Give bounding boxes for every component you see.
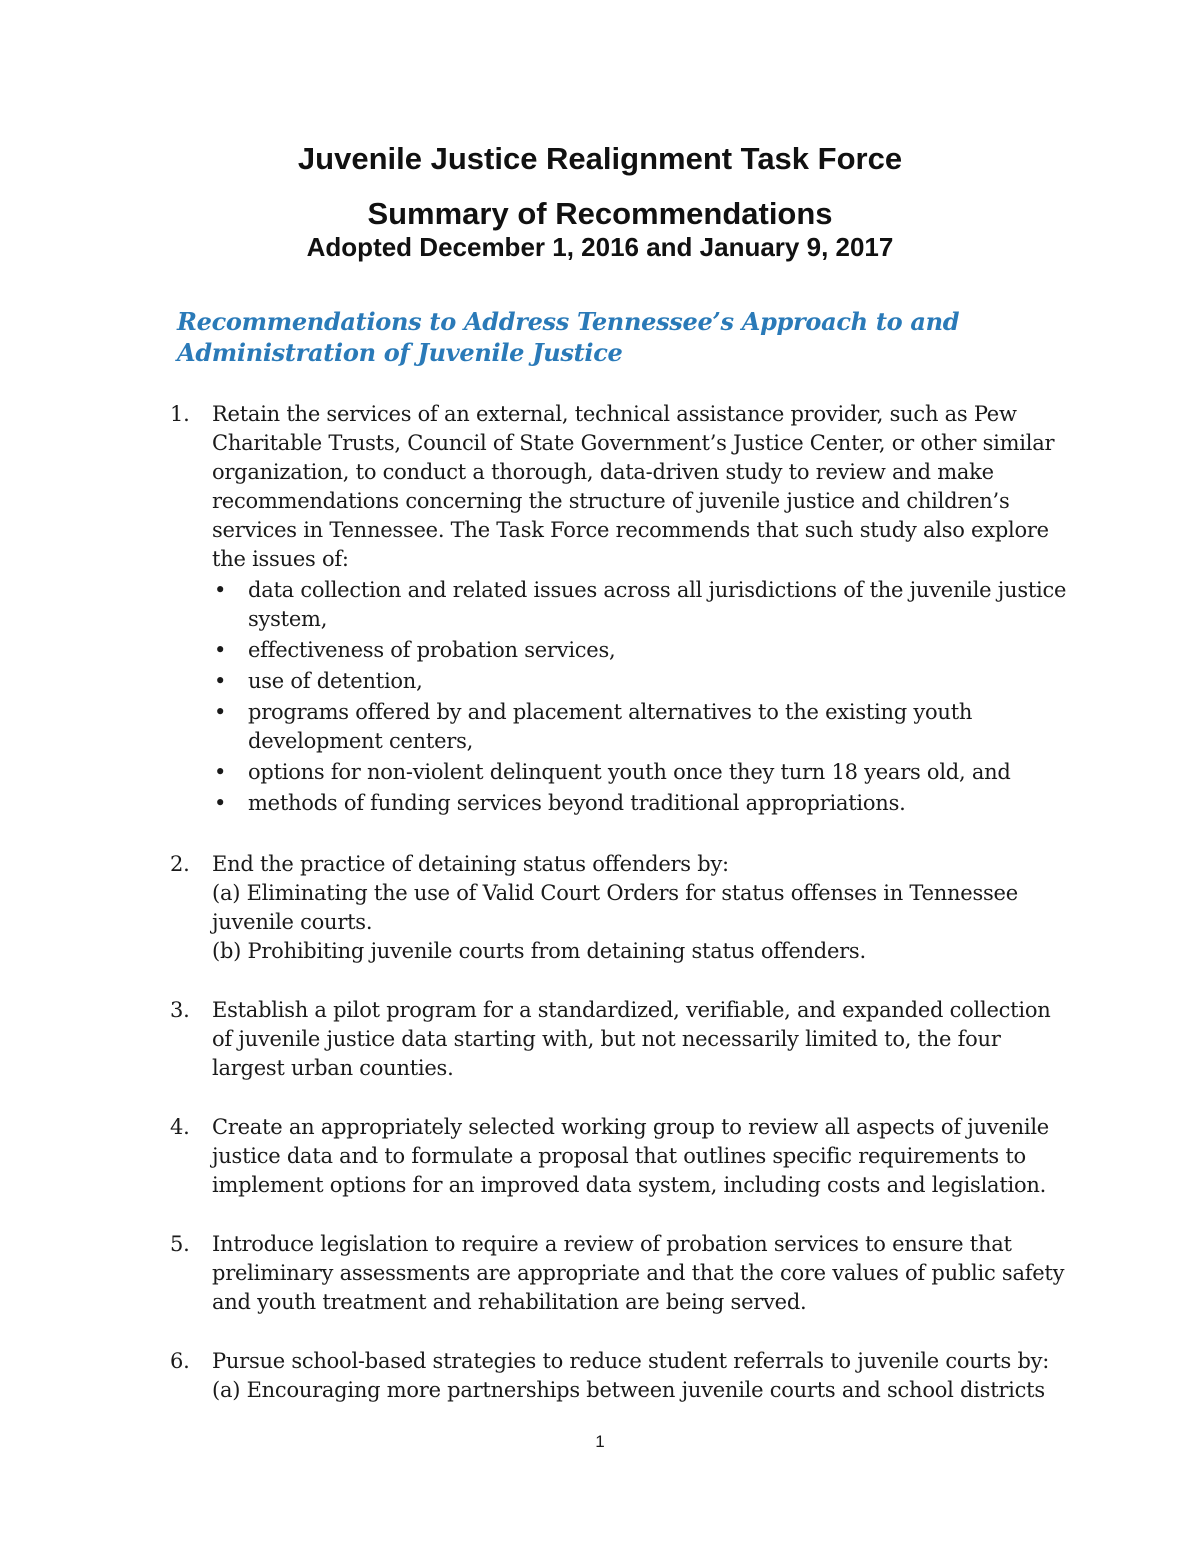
recommendation-number: 2.: [170, 852, 190, 876]
bullet-text: programs offered by and placement alternatives to the existing youth development centers,: [248, 700, 973, 753]
recommendation-text: Create an appropriately selected working group to review all aspects of juvenile justice data and to formulate a proposal that outlines specific requirements to implement options for an improved data system, including costs and legislation.: [212, 1115, 1049, 1197]
recommendation-number: 3.: [170, 998, 190, 1022]
list-item: [212, 758, 1070, 787]
list-item: [212, 576, 1070, 634]
recommendation-text: Retain the services of an external, technical assistance provider, such as Pew Charitable Trusts, Council of State Government’s Justice Center, or other similar organization, to conduct a thorough, data-driven study to review and make recommendations concerning the structure of juvenile justice and children’s services in Tennessee. The Task Force recommends that such study also explore the issues of:: [212, 402, 1055, 571]
recommendation-3: [170, 996, 1070, 1083]
spacer: [170, 1317, 1070, 1347]
recommendation-number: 5.: [170, 1232, 190, 1256]
bullet-text: options for non-violent delinquent youth once they turn 18 years old, and: [248, 760, 1011, 784]
recommendation-5: [170, 1230, 1070, 1317]
recommendation-number: 4.: [170, 1115, 190, 1139]
bullet-text: use of detention,: [248, 669, 423, 693]
recommendation-text: Establish a pilot program for a standardized, verifiable, and expanded collection of juvenile justice data starting with, but not necessarily limited to, the four largest urban counties.: [212, 998, 1051, 1080]
recommendation-subitem-b: (b) Prohibiting juvenile courts from detaining status offenders.: [212, 939, 866, 963]
recommendation-subitem-a: (a) Eliminating the use of Valid Court Orders for status offenses in Tennessee juvenile courts.: [212, 881, 1018, 934]
document-title: Juvenile Justice Realignment Task Force: [297, 141, 903, 176]
adoption-dates: Adopted December 1, 2016 and January 9, 2017: [306, 232, 894, 262]
spacer: [170, 966, 1070, 996]
recommendation-4: [170, 1113, 1070, 1200]
list-item: [212, 698, 1070, 756]
spacer: [170, 1083, 1070, 1113]
bullet-icon: •: [214, 700, 227, 724]
recommendation-text: Pursue school-based strategies to reduce student referrals to juvenile courts by:: [212, 1349, 1050, 1373]
bullet-icon: •: [214, 669, 227, 693]
list-item: [212, 667, 1070, 696]
section-heading: Recommendations to Address Tennessee’s Approach to and Administration of Juvenile Justice: [177, 307, 960, 367]
recommendation-2: [170, 850, 1070, 966]
bullet-text: methods of funding services beyond traditional appropriations.: [248, 791, 906, 815]
recommendation-subitem-a: (a) Encouraging more partnerships between juvenile courts and school districts: [212, 1378, 1045, 1402]
bullet-icon: •: [214, 760, 227, 784]
bullet-icon: •: [214, 791, 227, 815]
recommendation-text: Introduce legislation to require a review of probation services to ensure that preliminary assessments are appropriate and that the core values of public safety and youth treatment and rehabilitation are being served.: [212, 1232, 1065, 1314]
page-number: 1: [595, 1432, 605, 1451]
spacer: [170, 820, 1070, 850]
spacer: [170, 1200, 1070, 1230]
bullet-text: data collection and related issues across all jurisdictions of the juvenile justice system,: [248, 578, 1067, 631]
bullet-text: effectiveness of probation services,: [248, 638, 616, 662]
study-issues-list: [212, 576, 1070, 818]
document-subtitle: Summary of Recommendations: [367, 196, 833, 231]
recommendations-list: [170, 400, 1070, 1405]
bullet-icon: •: [214, 638, 227, 662]
list-item: [212, 636, 1070, 665]
recommendation-text: End the practice of detaining status offenders by:: [212, 852, 729, 876]
recommendation-number: 1.: [170, 402, 190, 426]
recommendation-number: 6.: [170, 1349, 190, 1373]
recommendation-6: [170, 1347, 1070, 1405]
recommendation-1: [170, 400, 1070, 818]
bullet-icon: •: [214, 578, 227, 602]
list-item: [212, 789, 1070, 818]
